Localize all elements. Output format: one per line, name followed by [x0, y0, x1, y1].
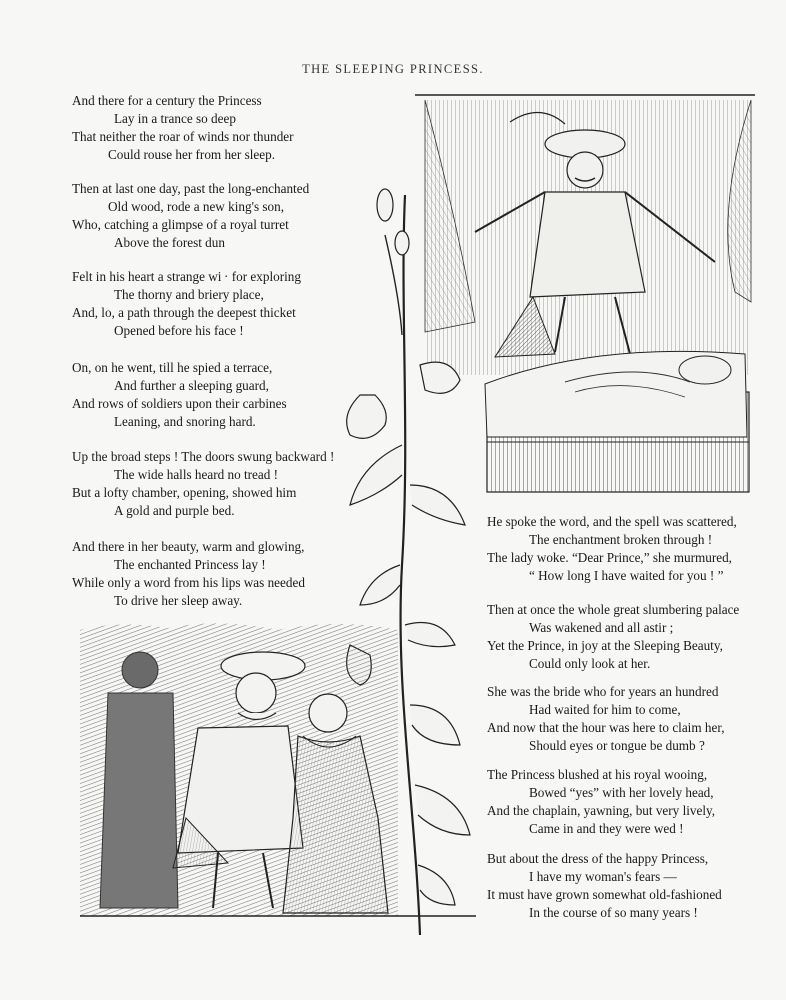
verse-line: But about the dress of the happy Princess,	[487, 851, 709, 866]
verse-line: The lady woke. “Dear Prince,” she murmured,	[487, 550, 732, 565]
verse-line: Was wakened and all astir ;	[529, 620, 674, 635]
verse-line: He spoke the word, and the spell was scattered,	[487, 514, 737, 529]
verse-line: Bowed “yes” with her lovely head,	[529, 785, 714, 800]
verse-line: Could only look at her.	[529, 656, 651, 671]
verse-line: Opened before his face !	[114, 323, 244, 338]
verse-line: Yet the Prince, in joy at the Sleeping Beauty,	[487, 638, 723, 653]
verse-line: The thorny and briery place,	[114, 287, 264, 302]
stanza-3	[72, 268, 301, 340]
verse-line: She was the bride who for years an hundred	[487, 684, 719, 699]
stanza-6	[72, 538, 305, 610]
verse-line: Old wood, rode a new king's son,	[108, 199, 284, 214]
stanza-7	[487, 513, 737, 585]
verse-line: Up the broad steps ! The doors swung backward !	[72, 449, 335, 464]
verse-line: The Princess blushed at his royal wooing,	[487, 767, 708, 782]
verse-line: Should eyes or tongue be dumb ?	[529, 738, 705, 753]
verse-line: Above the forest dun	[114, 235, 225, 250]
verse-line: Came in and they were wed !	[529, 821, 684, 836]
verse-line: Could rouse her from her sleep.	[108, 147, 275, 162]
illustration-prince-princess	[78, 618, 476, 918]
verse-line: And there for a century the Princess	[72, 93, 262, 108]
stanza-4	[72, 359, 287, 431]
verse-line: And rows of soldiers upon their carbines	[72, 396, 287, 411]
verse-line: Then at last one day, past the long-enchanted	[72, 181, 310, 196]
verse-line: And, lo, a path through the deepest thicket	[72, 305, 296, 320]
stanza-9	[487, 683, 725, 755]
verse-line: It must have grown somewhat old-fashioned	[487, 887, 722, 902]
verse-line: And the chaplain, yawning, but very lively,	[487, 803, 716, 818]
stanza-2	[72, 180, 309, 252]
stanza-5	[72, 448, 334, 520]
verse-line: While only a word from his lips was needed	[72, 575, 305, 590]
verse-line: Who, catching a glimpse of a royal turret	[72, 217, 289, 232]
verse-line: I have my woman's fears —	[529, 869, 677, 884]
verse-line: That neither the roar of winds nor thunder	[72, 129, 294, 144]
stanza-1	[72, 92, 294, 164]
verse-line: A gold and purple bed.	[114, 503, 235, 518]
verse-line: And there in her beauty, warm and glowing,	[72, 539, 305, 554]
stanza-10	[487, 766, 715, 838]
verse-line: And now that the hour was here to claim her,	[487, 720, 725, 735]
verse-line: The wide halls heard no tread !	[114, 467, 279, 482]
verse-line: Felt in his heart a strange wi · for exploring	[72, 269, 301, 284]
verse-line: On, on he went, till he spied a terrace,	[72, 360, 273, 375]
verse-line: Had waited for him to come,	[529, 702, 681, 717]
verse-line: The enchanted Princess lay !	[114, 557, 266, 572]
verse-line: And further a sleeping guard,	[114, 378, 269, 393]
verse-line: “ How long I have waited for you ! ”	[529, 568, 724, 583]
verse-line: But a lofty chamber, opening, showed him	[72, 485, 297, 500]
verse-line: Then at once the whole great slumbering palace	[487, 602, 740, 617]
stanza-8	[487, 601, 739, 673]
verse-line: The enchantment broken through !	[529, 532, 713, 547]
verse-line: In the course of so many years !	[529, 905, 698, 920]
verse-line: To drive her sleep away.	[114, 593, 243, 608]
verse-line: Leaning, and snoring hard.	[114, 414, 256, 429]
verse-line: Lay in a trance so deep	[114, 111, 236, 126]
stanza-11	[487, 850, 722, 922]
page-title: THE SLEEPING PRINCESS.	[302, 62, 484, 76]
